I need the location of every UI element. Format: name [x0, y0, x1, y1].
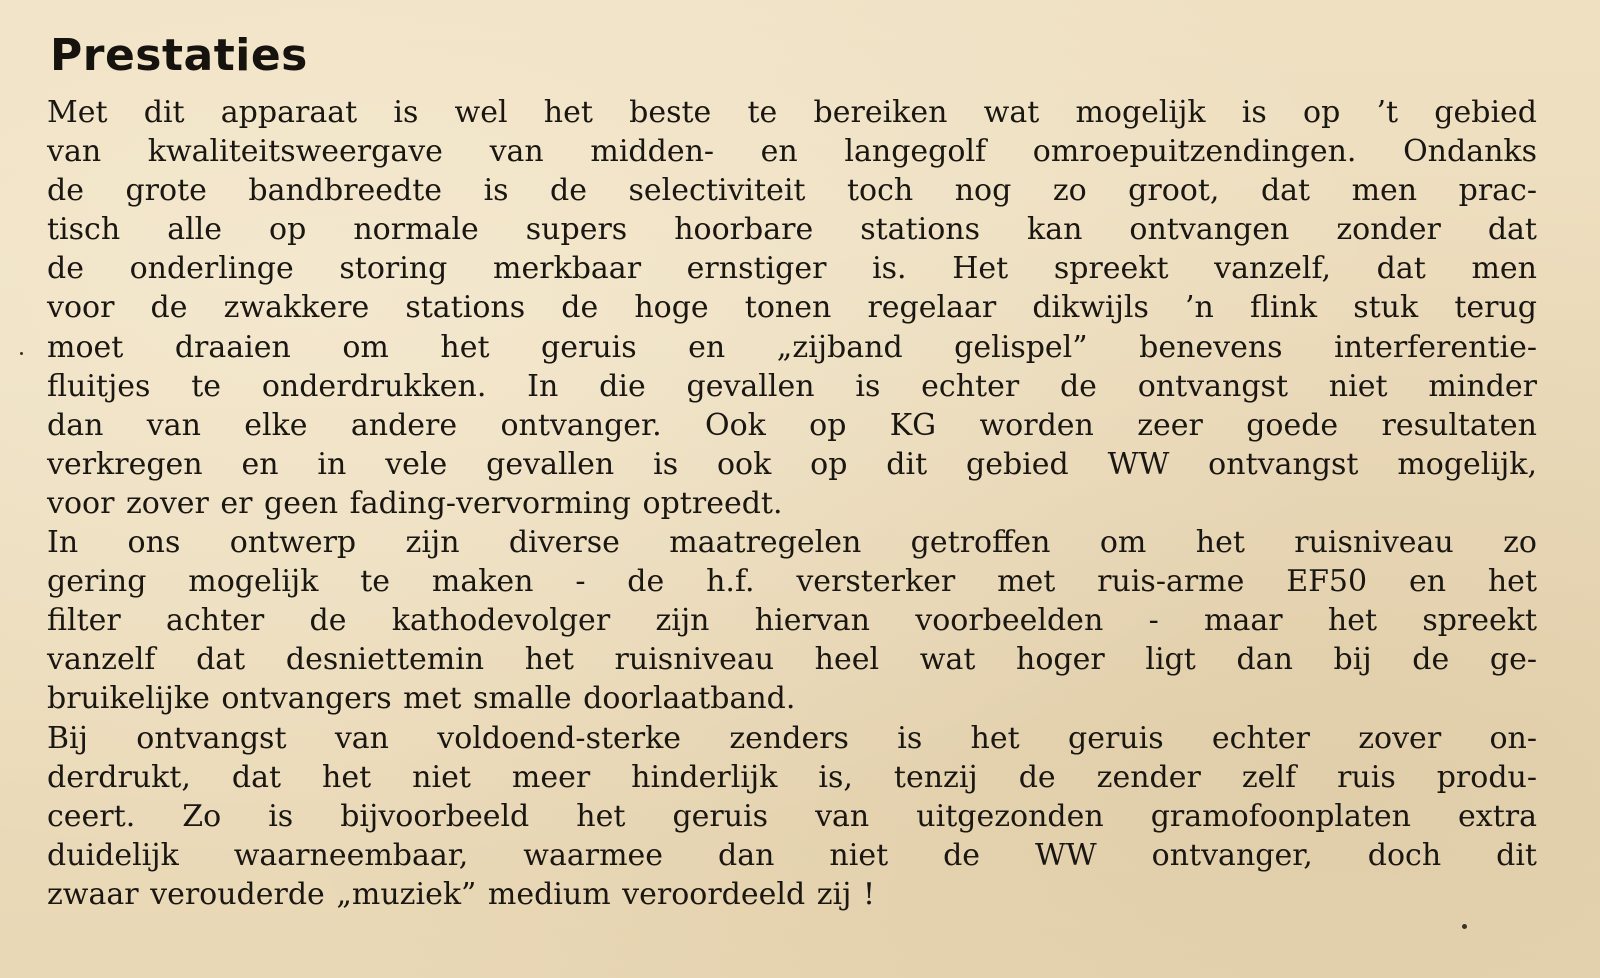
text-line: Met dit apparaat is wel het beste te bereiken wat mogelijk is op ’t gebied: [47, 95, 1537, 130]
text-line: derdrukt, dat het niet meer hinderlijk is, tenzij de zender zelf ruis produ-: [47, 759, 1537, 795]
text-line: In ons ontwerp zijn diverse maatregelen getroffen om het ruisniveau zo: [47, 525, 1537, 561]
text-line: voor zover er geen fading-vervorming optreedt.: [47, 485, 783, 521]
text-line: ceert. Zo is bijvoorbeeld het geruis van uitgezonden gramofoonplaten extra: [47, 798, 1537, 834]
text-line: verkregen en in vele gevallen is ook op dit gebied WW ontvangst mogelijk,: [47, 446, 1537, 482]
text-line: zwaar verouderde „muziek” medium veroordeeld zij !: [47, 876, 876, 912]
text-line: bruikelijke ontvangers met smalle doorlaatband.: [47, 681, 796, 717]
section-heading: Prestaties: [50, 30, 308, 81]
paper-speck: [20, 352, 23, 355]
text-line: dan van elke andere ontvanger. Ook op KG worden zeer goede resultaten: [47, 407, 1537, 443]
paper-speck: [1462, 924, 1467, 929]
body-text: [47, 93, 1537, 914]
text-line: filter achter de kathodevolger zijn hiervan voorbeelden - maar het spreekt: [47, 603, 1537, 639]
text-line: van kwaliteitsweergave van midden- en langegolf omroepuitzendingen. Ondanks: [47, 134, 1537, 170]
text-line: tisch alle op normale supers hoorbare stations kan ontvangen zonder dat: [47, 212, 1537, 248]
text-line: Bij ontvangst van voldoend-sterke zenders is het geruis echter zover on-: [47, 720, 1537, 756]
text-line: voor de zwakkere stations de hoge tonen regelaar dikwijls ’n flink stuk terug: [47, 290, 1537, 326]
text-line: vanzelf dat desniettemin het ruisniveau heel wat hoger ligt dan bij de ge-: [47, 642, 1537, 678]
text-line: gering mogelijk te maken - de h.f. versterker met ruis-arme EF50 en het: [47, 564, 1537, 600]
text-line: fluitjes te onderdrukken. In die gevallen is echter de ontvangst niet minder: [47, 368, 1537, 404]
text-line: duidelijk waarneembaar, waarmee dan niet de WW ontvanger, doch dit: [47, 837, 1537, 873]
text-line: de onderlinge storing merkbaar ernstiger is. Het spreekt vanzelf, dat men: [47, 251, 1537, 287]
text-line: de grote bandbreedte is de selectiviteit toch nog zo groot, dat men prac-: [47, 173, 1537, 209]
text-line: moet draaien om het geruis en „zijband gelispel” benevens interferentie-: [47, 329, 1537, 365]
